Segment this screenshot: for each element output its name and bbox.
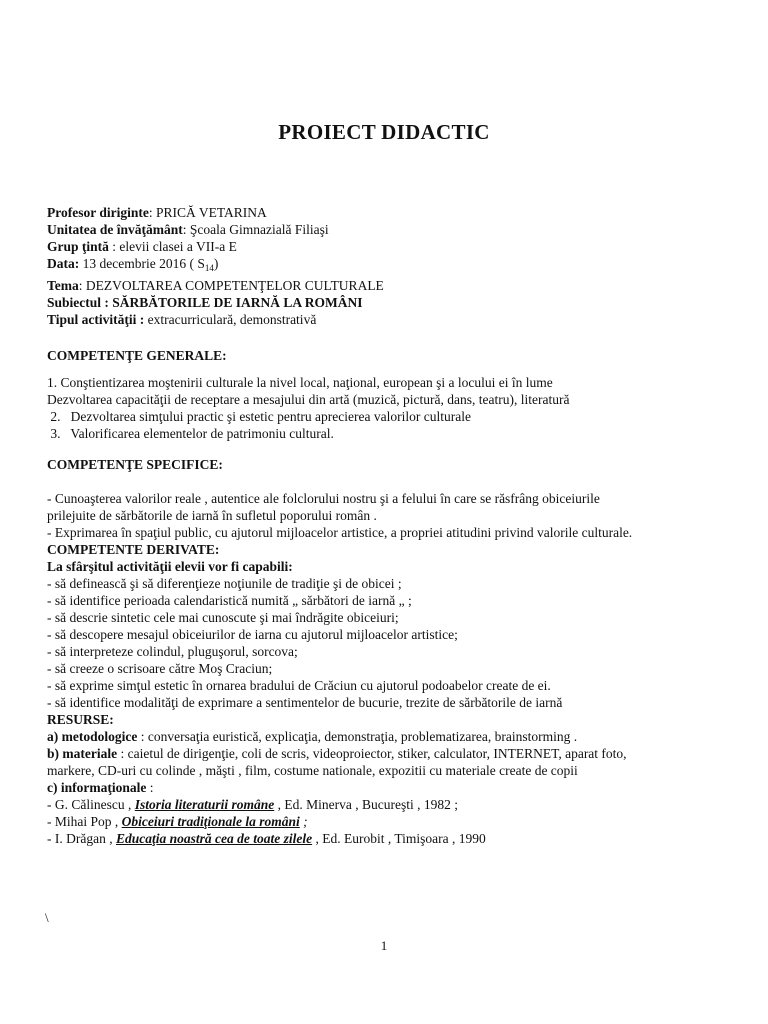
reference-item: - Mihai Pop , Obiceiuri tradiţionale la români ; (47, 814, 308, 829)
list-item: Dezvoltarea capacităţii de receptare a mesajului din artă (muzică, pictură, dans, teatru), literatură (47, 392, 570, 407)
meta-profesor: Profesor diriginte: PRICĂ VETARINA (47, 205, 267, 220)
resurse-materiale: b) materiale : caietul de dirigenţie, coli de scris, videoproiector, stiker, calculator, INTERNET, aparat foto, (47, 746, 627, 761)
list-item: 2. Dezvoltarea simţului practic şi estetic pentru aprecierea valorilor culturale (47, 409, 471, 424)
heading-competente-specifice: COMPETENŢE SPECIFICE: (47, 457, 223, 472)
list-item: 3. Valorificarea elementelor de patrimoniu cultural. (47, 426, 334, 441)
section-competente-derivate (47, 541, 737, 847)
list-item: prilejuite de sărbătorile de iarnă în sufletul poporului român . (47, 508, 377, 523)
list-competente-specifice (47, 490, 737, 541)
list-item: - Exprimarea în spaţiul public, cu ajutorul mijloacelor artistice, a propriei atitudini privind valorile culturale. (47, 525, 633, 540)
heading-resurse: RESURSE: (47, 712, 114, 727)
list-item: - Cunoaşterea valorilor reale , autentice ale folclorului nostru şi a felului în care se răsfrâng obiceiurile (47, 491, 600, 506)
reference-item: - G. Călinescu , Istoria literaturii române , Ed. Minerva , Bucureşti , 1982 ; (47, 797, 458, 812)
subheading-capabili: La sfârşitul activităţii elevii vor fi capabili: (47, 559, 293, 574)
document-title: PROIECT DIDACTIC (278, 120, 490, 144)
resurse-informationale: c) informaţionale : (47, 780, 154, 795)
resurse-metodologice: a) metodologice : conversaţia euristică, explicaţia, demonstraţia, problematizarea, brainstorming . (47, 729, 578, 744)
meta-grup: Grup ţintă : elevii clasei a VII-a E (47, 239, 237, 254)
list-item: - să definească şi să diferenţieze noţiunile de tradiţie şi de obicei ; (47, 576, 402, 591)
list-competente-generale (47, 374, 737, 442)
meta-subiect: Subiectul : SĂRBĂTORILE DE IARNĂ LA ROMÂNI (47, 295, 363, 310)
meta-tema: Tema: DEZVOLTAREA COMPETENŢELOR CULTURALE (47, 278, 384, 293)
list-item: - să exprime simţul estetic în ornarea bradului de Crăciun cu ajutorul podoabelor create de ei. (47, 678, 551, 693)
list-item: 1. Conştientizarea moştenirii culturale la nivel local, naţional, european şi a locului ei în lume (47, 375, 553, 390)
meta-unitate: Unitatea de învăţământ: Şcoala Gimnazială Filiaşi (47, 222, 329, 237)
meta-tip: Tipul activităţii : extracurriculară, demonstrativă (47, 312, 317, 327)
heading-competente-generale: COMPETENŢE GENERALE: (47, 348, 227, 363)
list-item: - să interpreteze colindul, pluguşorul, sorcova; (47, 644, 298, 659)
heading-competente-derivate: COMPETENTE DERIVATE: (47, 542, 220, 557)
resurse-materiale-cont: markere, CD-uri cu colinde , măşti , film, costume nationale, expozitii cu materiale create de copii (47, 763, 578, 778)
page-number: 1 (380, 938, 388, 953)
list-item: - să identifice perioada calendaristică numită „ sărbători de iarnă „ ; (47, 593, 412, 608)
stray-mark: \ (45, 910, 49, 925)
reference-item: - I. Drăgan , Educaţia noastră cea de toate zilele , Ed. Eurobit , Timişoara , 1990 (47, 831, 486, 846)
list-item: - să identifice modalităţi de exprimare a sentimentelor de bucurie, trezite de sărbătorile de iarnă (47, 695, 563, 710)
list-item: - să descopere mesajul obiceiurilor de iarna cu ajutorul mijloacelor artistice; (47, 627, 458, 642)
meta-data: Data: 13 decembrie 2016 ( $S_{14}$) (47, 256, 219, 273)
list-item: - să creeze o scrisoare către Moş Craciun; (47, 661, 273, 676)
meta-block (47, 204, 384, 328)
list-item: - să descrie sintetic cele mai cunoscute şi mai îndrăgite obiceiuri; (47, 610, 399, 625)
